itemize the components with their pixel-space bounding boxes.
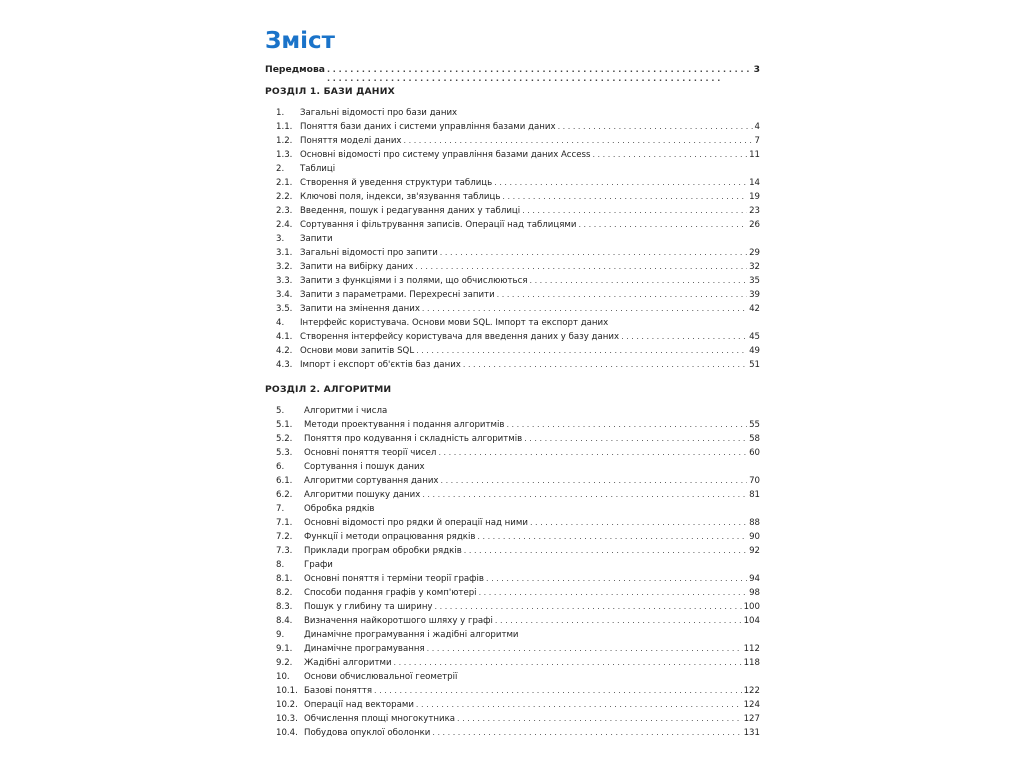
toc-entry (276, 358, 760, 372)
toc-entry (276, 460, 760, 474)
entry-number: 1. (276, 108, 285, 118)
toc-entry (276, 176, 760, 190)
leader-dots (530, 516, 747, 530)
leader-dots (432, 726, 741, 740)
entry-title: Алгоритми пошуку даних (304, 490, 421, 500)
entry-page-number: 58 (749, 434, 760, 444)
toc-entry (276, 134, 760, 148)
entry-title: Загальні відомості про запити (300, 248, 438, 258)
entry-title: Таблиці (300, 164, 336, 174)
entry-title: Запити на змінення даних (300, 304, 420, 314)
leader-dots (502, 190, 747, 204)
entry-number: 10.3. (276, 714, 298, 724)
entry-title: Поняття моделі даних (300, 136, 402, 146)
entry-number: 10.1. (276, 686, 298, 696)
entry-number: 8.3. (276, 602, 293, 612)
toc-entry (276, 418, 760, 432)
leader-dots (404, 134, 753, 148)
leader-dots (506, 418, 747, 432)
entry-page-number: 35 (749, 276, 760, 286)
entry-title: Сортування і фільтрування записів. Операції над таблицями (300, 220, 577, 230)
toc-entry (276, 628, 760, 642)
section2-entries (276, 404, 760, 740)
entry-number: 6. (276, 462, 285, 472)
entry-number: 5. (276, 406, 285, 416)
entry-number: 3. (276, 234, 285, 244)
entry-title: Створення інтерфейсу користувача для введення даних у базу даних (300, 332, 620, 342)
entry-title: Поняття про кодування і складність алгоритмів (304, 434, 523, 444)
toc-entry (276, 698, 760, 712)
entry-title: Основні відомості про рядки й операції над ними (304, 518, 528, 528)
toc-entry (276, 614, 760, 628)
leader-dots (464, 544, 747, 558)
entry-title: Пошук у глибину та ширину (304, 602, 433, 612)
entry-title: Алгоритми сортування даних (304, 476, 439, 486)
entry-page-number: 14 (749, 178, 760, 188)
toc-entry (276, 274, 760, 288)
leader-dots (435, 600, 742, 614)
entry-page-number: 42 (749, 304, 760, 314)
entry-title: Динамічне програмування і жадібні алгоритми (304, 630, 519, 640)
entry-number: 4.1. (276, 332, 293, 342)
entry-number: 8.1. (276, 574, 293, 584)
toc-entry (276, 162, 760, 176)
toc-entry (276, 656, 760, 670)
toc-entry (276, 474, 760, 488)
entry-number: 3.1. (276, 248, 293, 258)
entry-page-number: 81 (749, 490, 760, 500)
entry-title: Обчислення площі многокутника (304, 714, 456, 724)
toc-entry (276, 120, 760, 134)
entry-page-number: 94 (749, 574, 760, 584)
toc-entry (276, 232, 760, 246)
entry-page-number: 26 (749, 220, 760, 230)
leader-dots (497, 288, 747, 302)
entry-page-number: 51 (749, 360, 760, 370)
entry-title: Запити з функціями і з полями, що обчислюються (300, 276, 528, 286)
entry-title: Запити з параметрами. Перехресні запити (300, 290, 495, 300)
entry-page-number: 100 (743, 602, 760, 612)
entry-page-number: 127 (743, 714, 760, 724)
entry-number: 3.2. (276, 262, 293, 272)
entry-page-number: 112 (743, 644, 760, 654)
entry-number: 4. (276, 318, 285, 328)
entry-number: 7.2. (276, 532, 293, 542)
toc-entry (276, 302, 760, 316)
leader-dots (416, 698, 742, 712)
page-title: Зміст (265, 28, 335, 54)
leader-dots (422, 488, 747, 502)
entry-title: Функції і методи опрацювання рядків (304, 532, 476, 542)
toc-entry (276, 488, 760, 502)
leader-dots (495, 614, 742, 628)
leader-dots (477, 530, 747, 544)
entry-number: 8.2. (276, 588, 293, 598)
leader-dots (415, 260, 747, 274)
leader-dots (530, 274, 748, 288)
toc-entry (276, 330, 760, 344)
entry-number: 6.1. (276, 476, 293, 486)
leader-dots (441, 474, 748, 488)
toc-entry (276, 344, 760, 358)
entry-page-number: 88 (749, 518, 760, 528)
entry-title: Основні відомості про систему управління базами даних Access (300, 150, 591, 160)
toc-entry (276, 572, 760, 586)
leader-dots (327, 65, 752, 83)
entry-title: Способи подання графів у комп'ютері (304, 588, 477, 598)
entry-title: Основи обчислювальної геометрії (304, 672, 458, 682)
entry-title: Обробка рядків (304, 504, 375, 514)
toc-entry (276, 190, 760, 204)
leader-dots (522, 204, 747, 218)
entry-title: Жадібні алгоритми (304, 658, 392, 668)
entry-title: Приклади програм обробки рядків (304, 546, 462, 556)
leader-dots (463, 358, 747, 372)
entry-number: 7.3. (276, 546, 293, 556)
toc-entry (276, 260, 760, 274)
entry-number: 7.1. (276, 518, 293, 528)
toc-entry (276, 148, 760, 162)
leader-dots (494, 176, 747, 190)
leader-dots (486, 572, 747, 586)
entry-number: 1.3. (276, 150, 293, 160)
entry-page-number: 104 (743, 616, 760, 626)
toc-entry (276, 446, 760, 460)
toc-entry (276, 642, 760, 656)
entry-page-number: 131 (743, 728, 760, 738)
entry-title: Введення, пошук і редагування даних у таблиці (300, 206, 521, 216)
entry-title: Запити на вибірку даних (300, 262, 414, 272)
entry-number: 2.3. (276, 206, 293, 216)
entry-number: 4.3. (276, 360, 293, 370)
toc-entry (276, 218, 760, 232)
toc-entry (276, 530, 760, 544)
entry-number: 8.4. (276, 616, 293, 626)
entry-title: Основи мови запитів SQL (300, 346, 415, 356)
entry-number: 7. (276, 504, 285, 514)
leader-dots (578, 218, 747, 232)
entry-title: Основні поняття теорії чисел (304, 448, 437, 458)
leader-dots (457, 712, 742, 726)
entry-title: Базові поняття (304, 686, 373, 696)
entry-page-number: 70 (749, 476, 760, 486)
preface-label: Передмова (265, 64, 325, 75)
leader-dots (438, 446, 747, 460)
toc-entry (276, 684, 760, 698)
entry-number: 6.2. (276, 490, 293, 500)
entry-page-number: 39 (749, 290, 760, 300)
toc-entry (276, 558, 760, 572)
entry-number: 10.4. (276, 728, 298, 738)
entry-title: Загальні відомості про бази даних (300, 108, 458, 118)
entry-number: 10.2. (276, 700, 298, 710)
entry-page-number: 45 (749, 332, 760, 342)
entry-number: 9. (276, 630, 285, 640)
entry-title: Запити (300, 234, 333, 244)
toc-entry (276, 432, 760, 446)
entry-title: Поняття бази даних і системи управління базами даних (300, 122, 556, 132)
leader-dots (416, 344, 747, 358)
preface-entry (265, 64, 760, 78)
entry-page-number: 23 (749, 206, 760, 216)
entry-number: 2.1. (276, 178, 293, 188)
section1-entries (276, 106, 760, 372)
toc-entry (276, 404, 760, 418)
toc-entry (276, 316, 760, 330)
toc-entry (276, 516, 760, 530)
entry-page-number: 98 (749, 588, 760, 598)
entry-page-number: 32 (749, 262, 760, 272)
leader-dots (558, 120, 753, 134)
leader-dots (592, 148, 747, 162)
entry-number: 10. (276, 672, 290, 682)
section1-heading: РОЗДІЛ 1. БАЗИ ДАНИХ (265, 86, 395, 97)
entry-title: Операції над векторами (304, 700, 414, 710)
entry-page-number: 118 (743, 658, 760, 668)
entry-number: 4.2. (276, 346, 293, 356)
entry-number: 2. (276, 164, 285, 174)
toc-entry (276, 502, 760, 516)
leader-dots (479, 586, 747, 600)
toc-entry (276, 246, 760, 260)
entry-number: 5.3. (276, 448, 293, 458)
entry-page-number: 122 (743, 686, 760, 696)
entry-page-number: 49 (749, 346, 760, 356)
leader-dots (374, 684, 742, 698)
entry-title: Визначення найкоротшого шляху у графі (304, 616, 493, 626)
entry-number: 1.1. (276, 122, 293, 132)
entry-title: Методи проектування і подання алгоритмів (304, 420, 505, 430)
toc-entry (276, 712, 760, 726)
entry-title: Імпорт і експорт об'єктів баз даних (300, 360, 461, 370)
leader-dots (427, 642, 742, 656)
entry-number: 9.1. (276, 644, 293, 654)
entry-title: Графи (304, 560, 333, 570)
leader-dots (440, 246, 747, 260)
entry-page-number: 29 (749, 248, 760, 258)
entry-number: 1.2. (276, 136, 293, 146)
entry-page-number: 4 (754, 122, 760, 132)
entry-page-number: 11 (749, 150, 760, 160)
entry-page-number: 55 (749, 420, 760, 430)
leader-dots (394, 656, 742, 670)
toc-entry (276, 586, 760, 600)
entry-number: 3.4. (276, 290, 293, 300)
entry-page-number: 90 (749, 532, 760, 542)
entry-number: 2.2. (276, 192, 293, 202)
toc-entry (276, 288, 760, 302)
entry-page-number: 19 (749, 192, 760, 202)
entry-number: 9.2. (276, 658, 293, 668)
toc-entry (276, 726, 760, 740)
entry-number: 3.3. (276, 276, 293, 286)
entry-title: Інтерфейс користувача. Основи мови SQL. Імпорт та експорт даних (300, 318, 609, 328)
leader-dots (422, 302, 747, 316)
toc-entry (276, 204, 760, 218)
leader-dots (621, 330, 747, 344)
entry-page-number: 7 (754, 136, 760, 146)
entry-title: Побудова опуклої оболонки (304, 728, 431, 738)
entry-title: Сортування і пошук даних (304, 462, 425, 472)
entry-number: 5.1. (276, 420, 293, 430)
preface-page: 3 (753, 64, 760, 75)
entry-number: 8. (276, 560, 285, 570)
entry-title: Динамічне програмування (304, 644, 425, 654)
entry-number: 5.2. (276, 434, 293, 444)
toc-entry (276, 106, 760, 120)
entry-title: Створення й уведення структури таблиць (300, 178, 493, 188)
section2-heading: РОЗДІЛ 2. АЛГОРИТМИ (265, 384, 392, 395)
toc-entry (276, 600, 760, 614)
entry-page-number: 60 (749, 448, 760, 458)
entry-page-number: 124 (743, 700, 760, 710)
toc-entry (276, 544, 760, 558)
entry-title: Алгоритми і числа (304, 406, 388, 416)
entry-title: Основні поняття і терміни теорії графів (304, 574, 484, 584)
toc-entry (276, 670, 760, 684)
entry-number: 2.4. (276, 220, 293, 230)
entry-number: 3.5. (276, 304, 293, 314)
entry-page-number: 92 (749, 546, 760, 556)
entry-title: Ключові поля, індекси, зв'язування таблиць (300, 192, 501, 202)
leader-dots (524, 432, 747, 446)
